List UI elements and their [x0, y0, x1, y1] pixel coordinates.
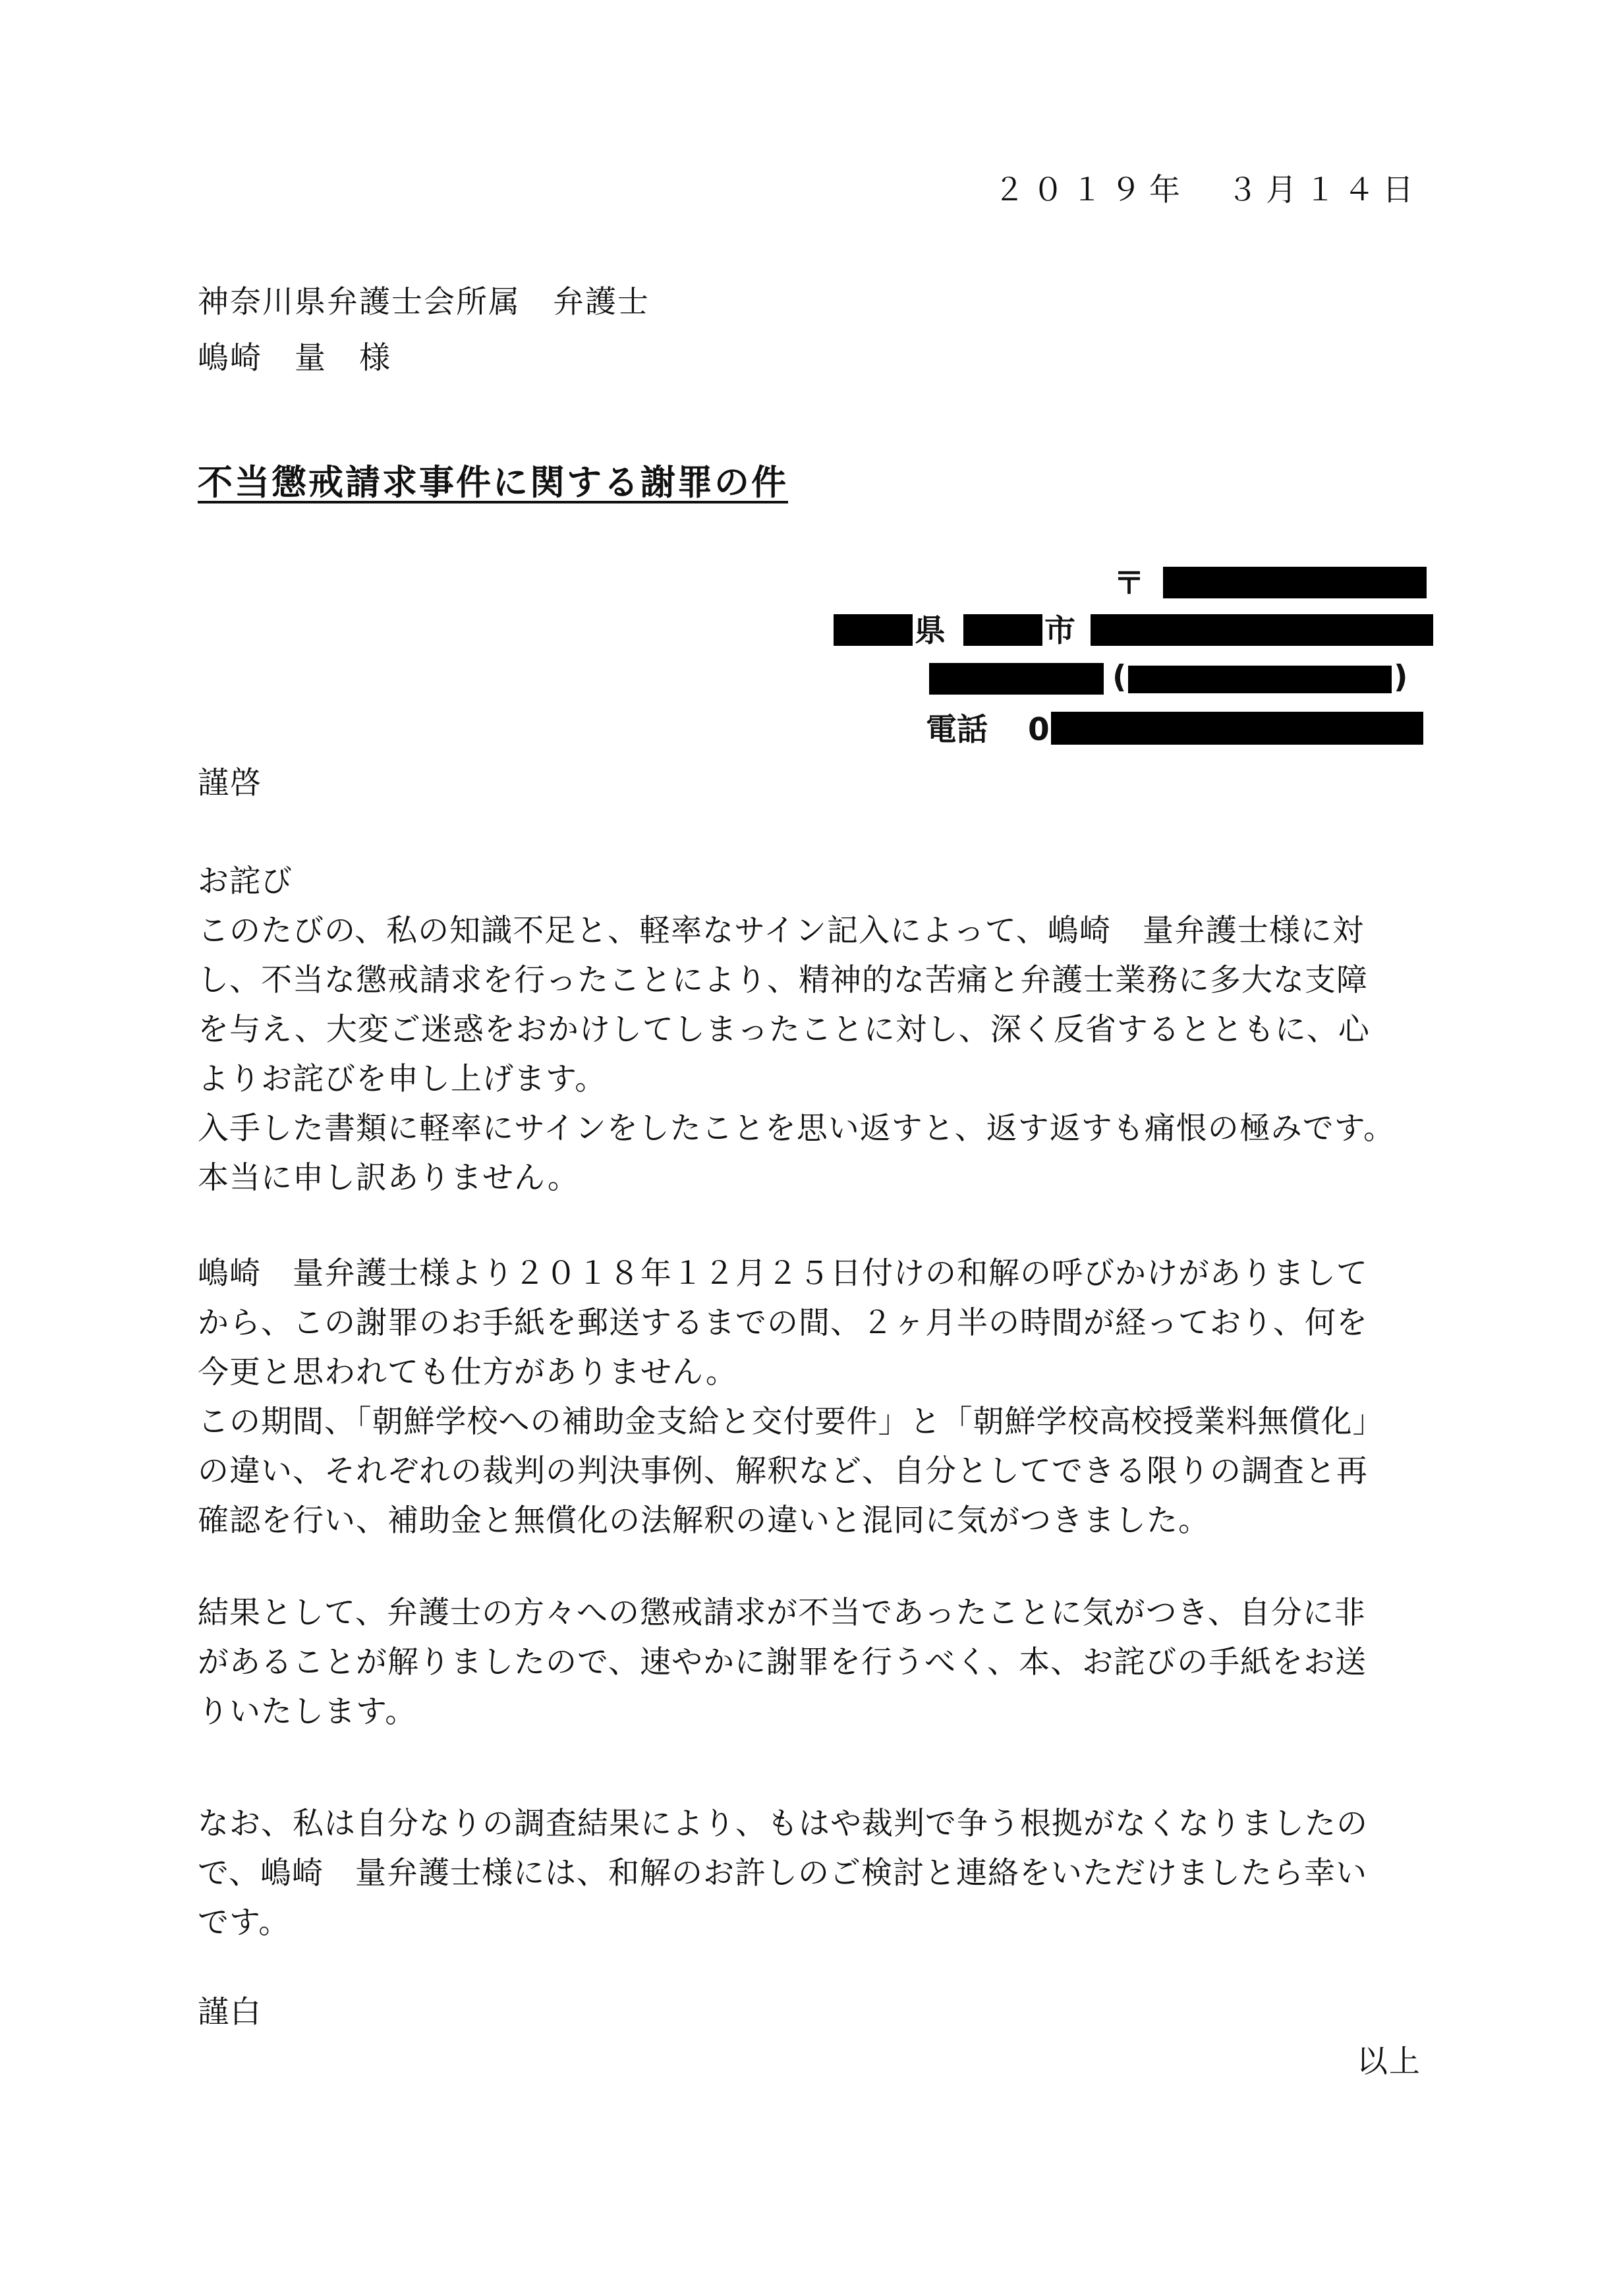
- city-suffix: 市: [1044, 613, 1075, 649]
- end-mark: 以上: [1357, 2044, 1421, 2080]
- recipient-affiliation: 神奈川県弁護士会所属 弁護士: [198, 284, 650, 320]
- paragraph-line: 入手した書類に軽率にサインをしたことを思い返すと、返す返すも痛恨の極みです。: [198, 1110, 1395, 1147]
- opening-salutation: 謹啓: [198, 765, 262, 801]
- redacted-phone-number: [1051, 712, 1423, 745]
- paragraph-line: です。: [198, 1905, 291, 1941]
- paragraph-line: なお、私は自分なりの調査結果により、もはや裁判で争う根拠がなくなりましたの: [198, 1806, 1368, 1842]
- paragraph-line: この期間、「朝鮮学校への補助金支給と交付要件」と「朝鮮学校高校授業料無償化」: [198, 1404, 1384, 1440]
- postal-mark: 〒: [1114, 565, 1145, 602]
- prefecture-suffix: 県: [915, 613, 946, 649]
- paragraph-line: 今更と思われても仕方がありません。: [198, 1354, 737, 1391]
- paragraph-result: [198, 1588, 1430, 1736]
- paragraph-background: [198, 1249, 1430, 1545]
- paragraph-line: このたびの、私の知識不足と、軽率なサイン記入によって、嶋崎 量弁護士様に対: [198, 913, 1364, 949]
- redacted-street-address: [1091, 614, 1433, 646]
- redacted-postal-code: [1163, 567, 1427, 598]
- phone-prefix: 0: [1028, 712, 1050, 748]
- paragraph-apology: [198, 906, 1430, 1203]
- redacted-sender-name: [929, 663, 1104, 695]
- paren-open: (: [1112, 659, 1127, 695]
- letter-title: 不当懲戒請求事件に関する謝罪の件: [198, 463, 788, 503]
- paren-close: ): [1394, 659, 1408, 695]
- paragraph-line: 本当に申し訳ありません。: [198, 1160, 579, 1196]
- paragraph-line: を与え、大変ご迷惑をおかけしてしまったことに対し、深く反省するとともに、心: [198, 1012, 1370, 1048]
- body-heading-text: お詫び: [198, 863, 293, 900]
- recipient-name: 嶋崎 量 様: [198, 340, 391, 376]
- paragraph-line: し、不当な懲戒請求を行ったことにより、精神的な苦痛と弁護士業務に多大な支障: [198, 962, 1368, 998]
- phone-label: 電話: [926, 712, 988, 748]
- paragraph-line: りいたします。: [198, 1694, 417, 1730]
- paragraph-line: 結果として、弁護士の方々への懲戒請求が不当であったことに気がつき、自分に非: [198, 1595, 1366, 1631]
- paragraph-line: よりお詫びを申し上げます。: [198, 1061, 607, 1097]
- paragraph-line: 嶋崎 量弁護士様より２０１８年１２月２５日付けの和解の呼びかけがありまして: [198, 1255, 1368, 1292]
- redacted-prefecture: [834, 614, 913, 646]
- paragraph-line: で、嶋崎 量弁護士様には、和解のお許しのご検討と連絡をいただけましたら幸い: [198, 1855, 1368, 1891]
- paragraph-line: の違い、それぞれの裁判の判決事例、解釈など、自分としてできる限りの調査と再: [198, 1453, 1368, 1489]
- letter-date: ２０１９年 ３月１４日: [994, 172, 1421, 208]
- closing-salutation: 謹白: [198, 1994, 262, 2030]
- paragraph-line: 確認を行い、補助金と無償化の法解釈の違いと混同に気がつきました。: [198, 1503, 1210, 1539]
- body-heading: [198, 857, 1430, 906]
- paragraph-line: から、この謝罪のお手紙を郵送するまでの間、２ヶ月半の時間が経っており、何を: [198, 1305, 1368, 1341]
- paragraph-request: [198, 1799, 1430, 1947]
- paragraph-line: があることが解りましたので、速やかに謝罪を行うべく、本、お詫びの手紙をお送: [198, 1644, 1367, 1680]
- redacted-city: [963, 614, 1042, 646]
- redacted-sender-reading: [1128, 666, 1392, 693]
